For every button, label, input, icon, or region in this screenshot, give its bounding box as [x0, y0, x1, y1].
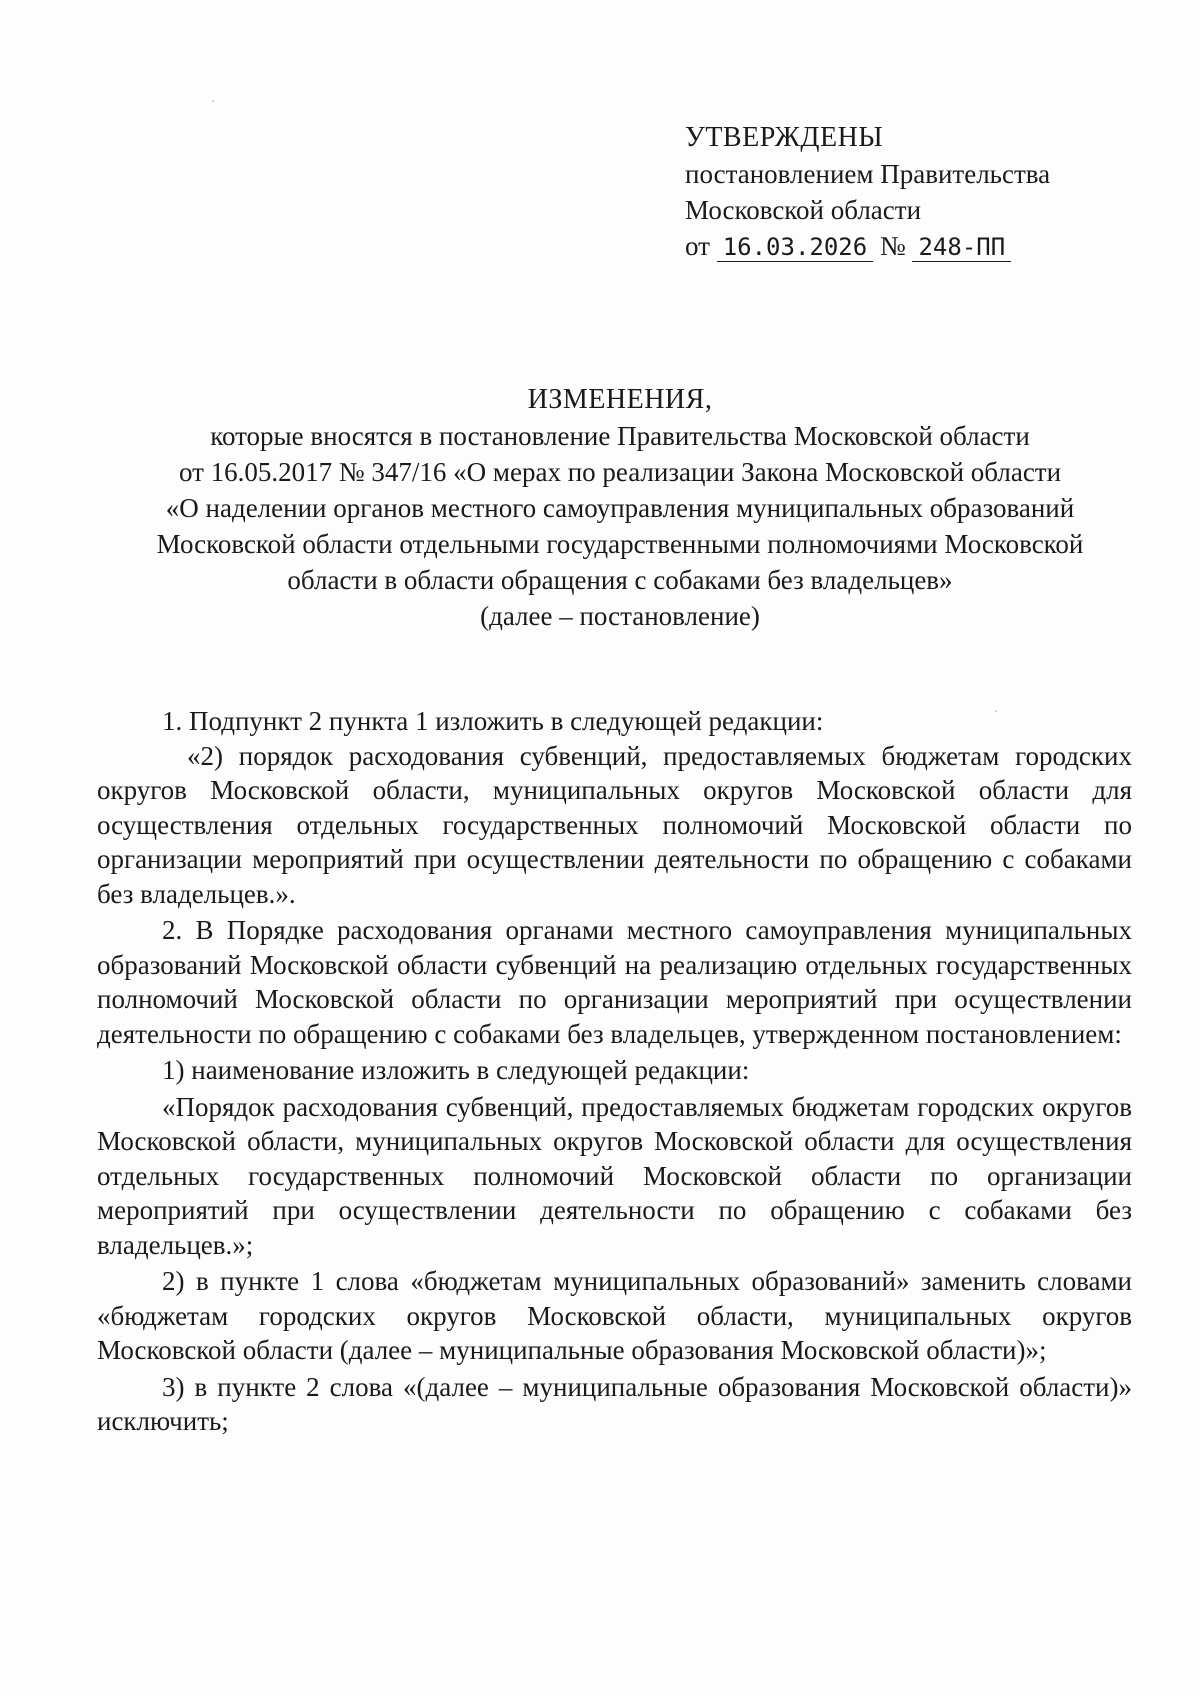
- title-line-6: (далее – постановление): [480, 601, 760, 631]
- scan-speck: [995, 710, 997, 712]
- title-line-3: «О наделении органов местного самоуправления муниципальных образований: [165, 493, 1075, 523]
- approval-stamp: [685, 120, 1050, 265]
- approval-line-2: Московской области: [685, 195, 922, 225]
- approval-number-sign: №: [879, 231, 906, 261]
- document-body: [97, 702, 1132, 1439]
- document-title: [100, 382, 1140, 634]
- approval-date-prefix: от: [685, 231, 710, 261]
- title-line-4: Московской области отдельными государственными полномочиями Московской: [156, 529, 1084, 559]
- title-line-2: от 16.05.2017 № 347/16 «О мерах по реализации Закона Московской области: [178, 457, 1062, 487]
- paragraph-1: 1. Подпункт 2 пункта 1 изложить в следующей редакции:: [162, 706, 824, 736]
- paragraph-2-item-2: 2) в пункте 1 слова «бюджетам муниципальных образований» заменить словами «бюджетам городских округов Московской области, муниципальных округов Московской области (далее – муниципальные образования Московской области)»;: [97, 1266, 1132, 1365]
- paragraph-2-item-1: 1) наименование изложить в следующей редакции:: [162, 1055, 750, 1085]
- scan-speck: [212, 100, 214, 102]
- paragraph-2-item-3: 3) в пункте 2 слова «(далее – муниципальные образования Московской области)» исключить;: [97, 1371, 1132, 1436]
- title-main: ИЗМЕНЕНИЯ,: [527, 384, 713, 415]
- approval-number: 248-ПП: [912, 233, 1011, 262]
- title-line-1: которые вносятся в постановление Правительства Московской области: [210, 421, 1030, 451]
- paragraph-2-item-1-quote: «Порядок расходования субвенций, предоставляемых бюджетам городских округов Московской области, муниципальных округов Московской области для осуществления отдельных государственных полномочий Московской области по организации мероприятий при осуществлении деятельности по обращению с собаками без владельцев.»;: [97, 1091, 1132, 1260]
- approval-date: 16.03.2026: [717, 233, 874, 262]
- approval-line-1: постановлением Правительства: [685, 159, 1051, 189]
- approval-date-line: [685, 228, 1050, 265]
- approval-heading: УТВЕРЖДЕНЫ: [685, 122, 884, 153]
- paragraph-1-quote: «2) порядок расходования субвенций, предоставляемых бюджетам городских округов Московской области, муниципальных округов Московской области для осуществления отдельных государственных полномочий Московской области по организации мероприятий при осуществлении деятельности по обращению с собаками без владельцев.».: [97, 740, 1132, 909]
- title-line-5: области в области обращения с собаками без владельцев»: [287, 565, 953, 595]
- paragraph-2: 2. В Порядке расходования органами местного самоуправления муниципальных образований Московской области субвенций на реализацию отдельных государственных полномочий Московской области по организации мероприятий при осуществлении деятельности по обращению с собаками без владельцев, утвержденном постановлением:: [97, 915, 1132, 1049]
